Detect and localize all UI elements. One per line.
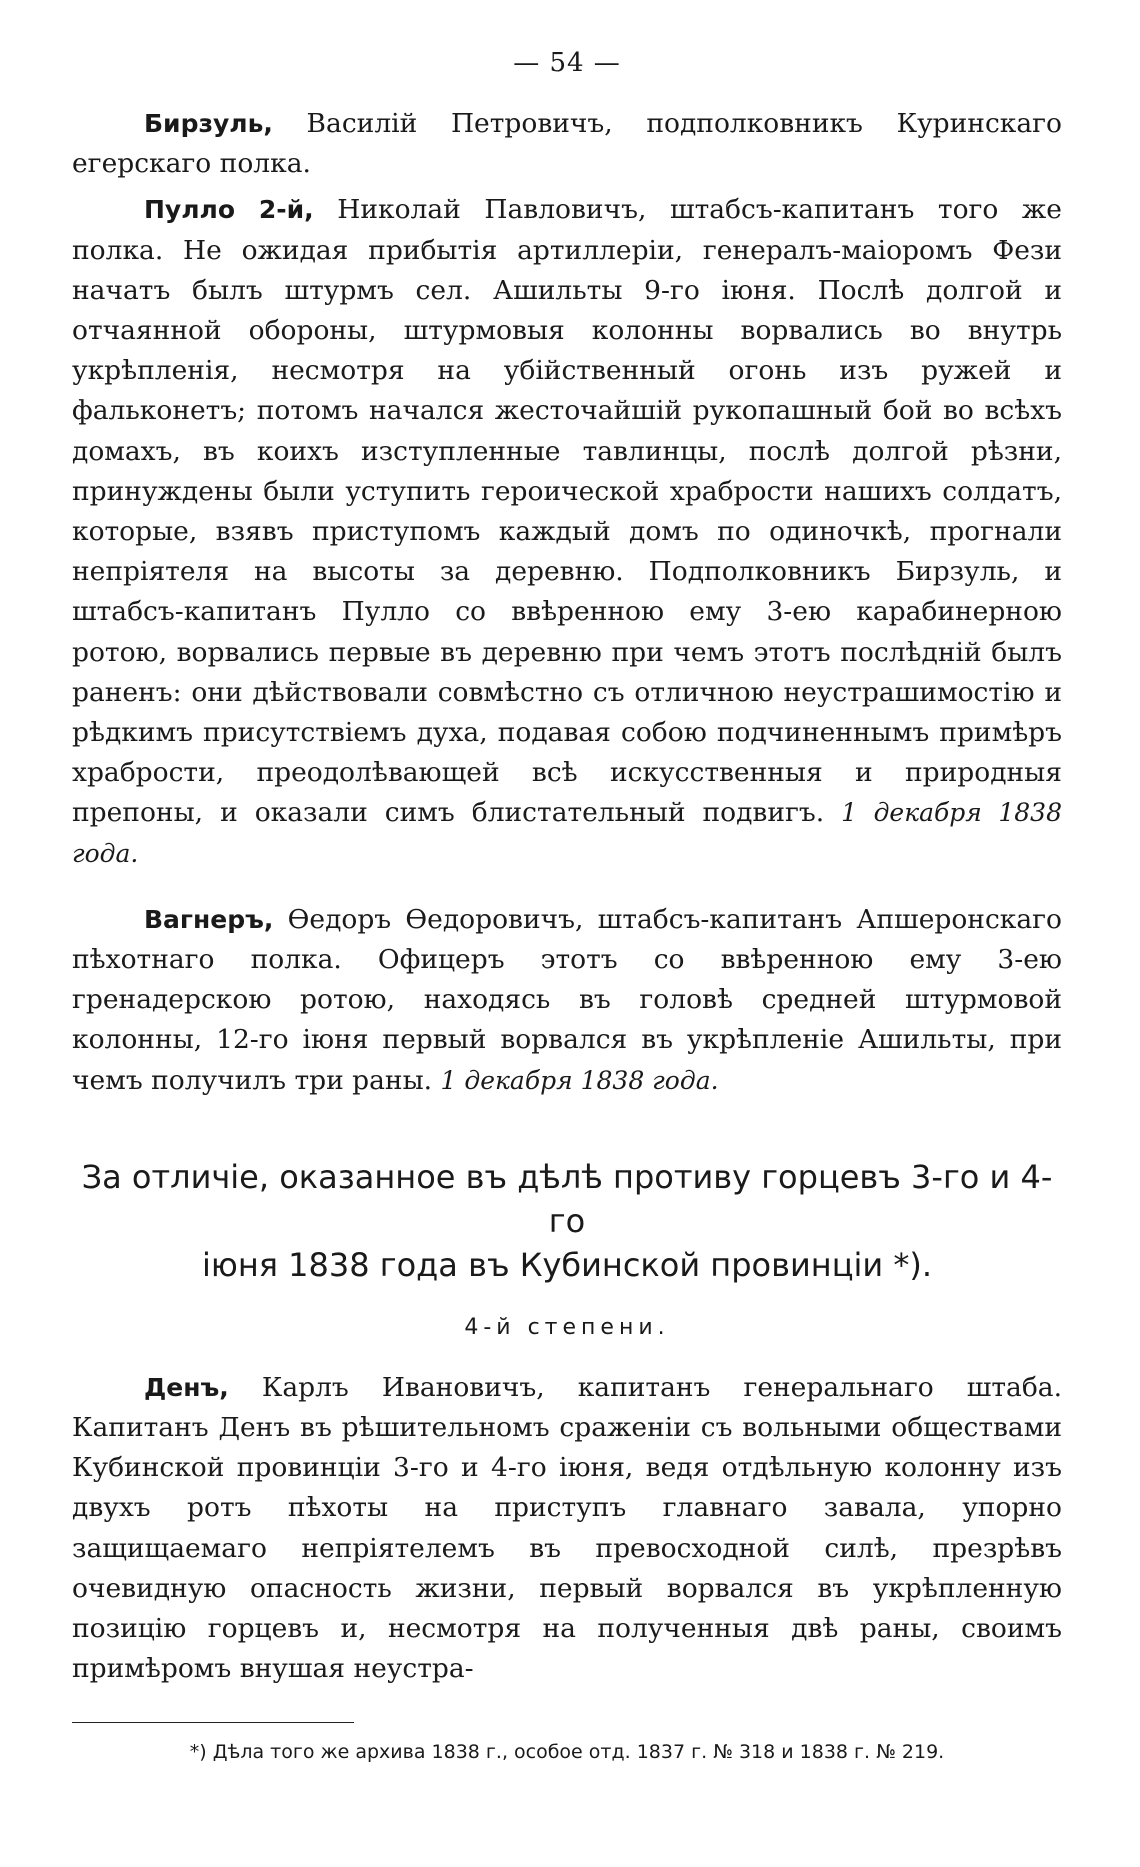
entry-name: Пулло 2-й, bbox=[144, 195, 314, 225]
entry-pullo-text bbox=[72, 190, 1062, 873]
entry-pullo bbox=[72, 190, 1062, 873]
entry-name: Вагнеръ, bbox=[144, 904, 274, 934]
section-heading-line-2: іюня 1838 года въ Кубинской провинціи *). bbox=[202, 1245, 932, 1284]
entry-body: Николай Павловичъ, штабсъ-капитанъ того же полка. Не ожидая прибытія артиллеріи, генералъ-маіоромъ Фези начатъ былъ штурмъ сел. Ашильты 9-го іюня. Послѣ долгой и отчаянной обороны, штурмовыя колонны ворвались во внутрь укрѣпленія, несмотря на убійственный огонь изъ ружей и фальконетъ; потомъ начался жесточайшій рукопашный бой во всѣхъ домахъ, въ коихъ изступленные тавлинцы, послѣ долгой рѣзни, принуждены были уступить героической храбрости нашихъ солдатъ, которые, взявъ приступомъ каждый домъ по одиночкѣ, прогнали непріятеля на высоты за деревню. Подполковникъ Бирзуль, и штабсъ-капитанъ Пулло со ввѣренною ему 3-ею карабинерною ротою, ворвались первые въ деревню при чемъ этотъ послѣдній былъ раненъ: они дѣйствовали совмѣстно съ отличною неустрашимостію и рѣдкимъ присутствіемъ духа, подавая собою подчиненнымъ примѣръ храбрости, преодолѣвающей всѣ искусственныя и природныя препоны, и оказали симъ блистательный подвигъ. bbox=[72, 194, 1062, 829]
entry-date: 1 декабря 1838 года. bbox=[72, 798, 1062, 868]
degree-subheading: 4-й степени. bbox=[464, 1314, 670, 1340]
entry-den-text bbox=[72, 1368, 1062, 1690]
section-heading bbox=[72, 1155, 1062, 1287]
entry-date: 1 декабря 1838 года. bbox=[440, 1065, 719, 1095]
entry-vagner bbox=[72, 900, 1062, 1101]
page-number: — 54 — bbox=[513, 48, 621, 78]
entry-name: Бирзуль, bbox=[144, 109, 273, 138]
section-heading-line-1: За отличіе, оказанное въ дѣлѣ противу горцевъ 3-го и 4-го bbox=[81, 1157, 1053, 1240]
document-page bbox=[72, 40, 1062, 1767]
entry-birzul-text bbox=[72, 104, 1062, 184]
entry-birzul bbox=[72, 104, 1062, 184]
footnote: *) Дѣла того же архива 1838 г., особое отд. 1837 г. № 318 и 1838 г. № 219. bbox=[189, 1740, 945, 1763]
entry-den bbox=[72, 1368, 1062, 1690]
entry-body: Өедоръ Өедоровичъ, штабсъ-капитанъ Апшеронскаго пѣхотнаго полка. Офицеръ этотъ со ввѣренною ему 3-ею гренадерскою ротою, находясь въ головѣ средней штурмовой колонны, 12-го іюня первый ворвался въ укрѣпленіе Ашильты, при чемъ получилъ три раны. bbox=[72, 903, 1062, 1096]
entry-name: Денъ, bbox=[144, 1372, 229, 1402]
entry-vagner-text bbox=[72, 900, 1062, 1101]
footnote-divider bbox=[72, 1722, 354, 1723]
entry-body: Карлъ Ивановичъ, капитанъ генеральнаго штаба. Капитанъ Денъ въ рѣшительномъ сраженіи съ вольными обществами Кубинской провинціи 3-го и 4-го іюня, ведя отдѣльную колонну изъ двухъ ротъ пѣхоты на приступъ главнаго завала, упорно защищаемаго непріятелемъ въ превосходной силѣ, презрѣвъ очевидную опасность жизни, первый ворвался въ укрѣпленную позицію горцевъ и, несмотря на полученныя двѣ раны, своимъ примѣромъ внушая неустра- bbox=[72, 1371, 1062, 1685]
entry-body: Василій Петровичъ, подполковникъ Куринскаго егерскаго полка. bbox=[72, 108, 1062, 180]
